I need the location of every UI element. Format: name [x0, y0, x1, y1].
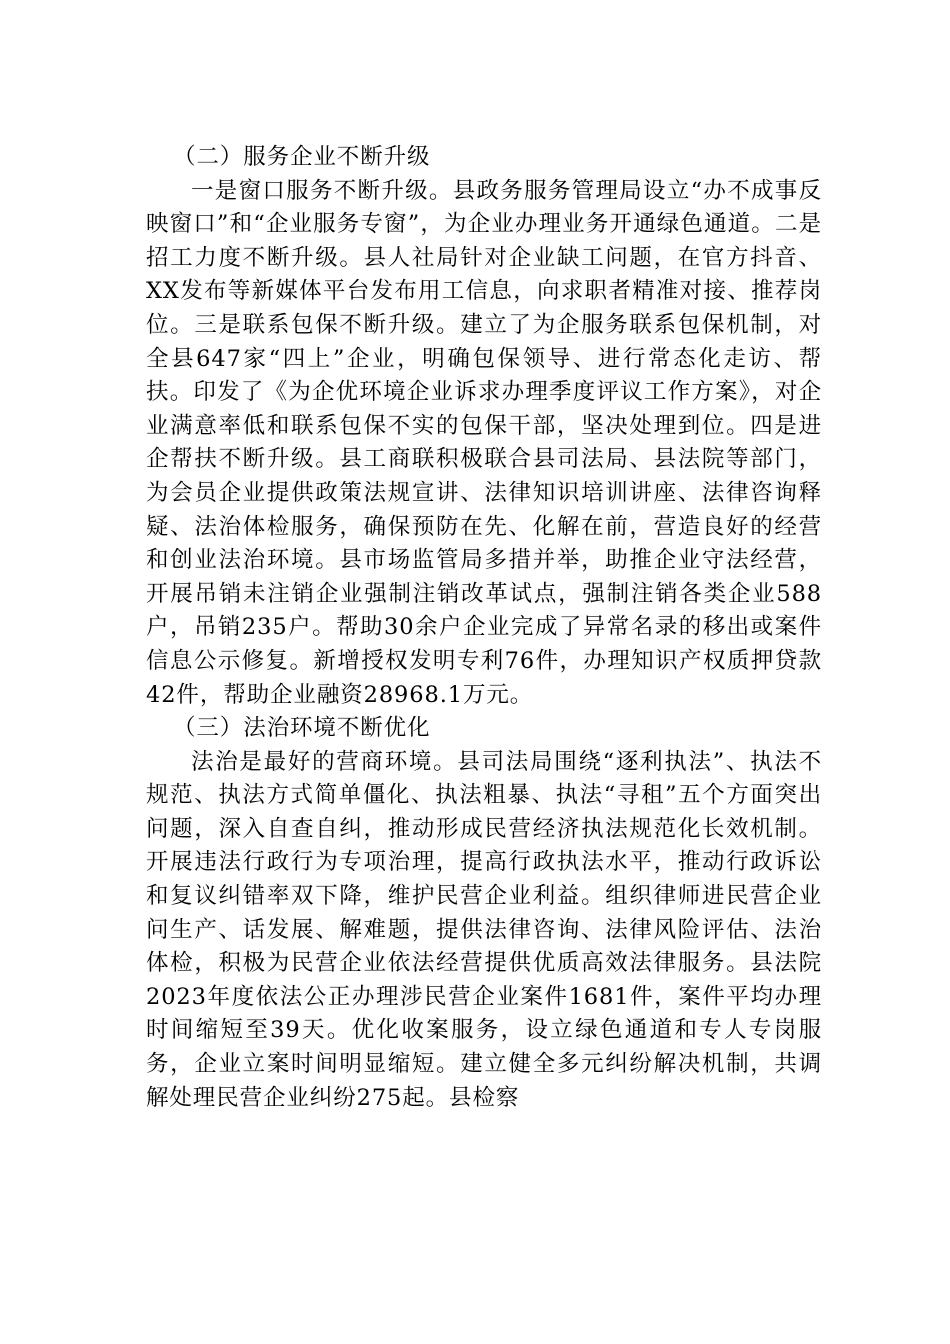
section-heading-service: （二）服务企业不断升级	[173, 144, 431, 170]
section-paragraph-rule-of-law: 法治是最好的营商环境。县司法局围绕“逐利执法”、执法不规范、执法方式简单僵化、执法粗暴、执法“寻租”五个方面突出问题，深入自查自纠，推动形成民营经济执法规范化长效机制。开展违法行政行为专项治理，提高行政执法水平，推动行政诉讼和复议纠错率双下降，维护民营企业利益。组织律师进民营企业问生产、话发展、解难题，提供法律咨询、法律风险评估、法治体检，积极为民营企业依法经营提供优质高效法律服务。县法院2023年度依法公正办理涉民营企业案件1681件，案件平均办理时间缩短至39天。优化收案服务，设立绿色通道和专人专岗服务，企业立案时间明显缩短。建立健全多元纠纷解决机制，共调解处理民营企业纠纷275起。县检察	[146, 748, 822, 1111]
document-body	[146, 141, 822, 1115]
section-paragraph-service: 一是窗口服务不断升级。县政务服务管理局设立“办不成事反映窗口”和“企业服务专窗”，为企业办理业务开通绿色通道。二是招工力度不断升级。县人社局针对企业缺工问题，在官方抖音、XX发布等新媒体平台发布用工信息，向求职者精准对接、推荐岗位。三是联系包保不断升级。建立了为企服务联系包保机制，对全县647家“四上”企业，明确包保领导、进行常态化走访、帮扶。印发了《为企优环境企业诉求办理季度评议工作方案》，对企业满意率低和联系包保不实的包保干部，坚决处理到位。四是进企帮扶不断升级。县工商联积极联合县司法局、县法院等部门，为会员企业提供政策法规宣讲、法律知识培训讲座、法律咨询释疑、法治体检服务，确保预防在先、化解在前，营造良好的经营和创业法治环境。县市场监管局多措并举，助推企业守法经营，开展吊销未注销企业强制注销改革试点，强制注销各类企业588户，吊销235户。帮助30余户企业完成了异常名录的移出或案件信息公示修复。新增授权发明专利76件，办理知识产权质押贷款42件，帮助企业融资28968.1万元。	[146, 177, 822, 708]
section-heading-rule-of-law: （三）法治环境不断优化	[173, 715, 431, 742]
